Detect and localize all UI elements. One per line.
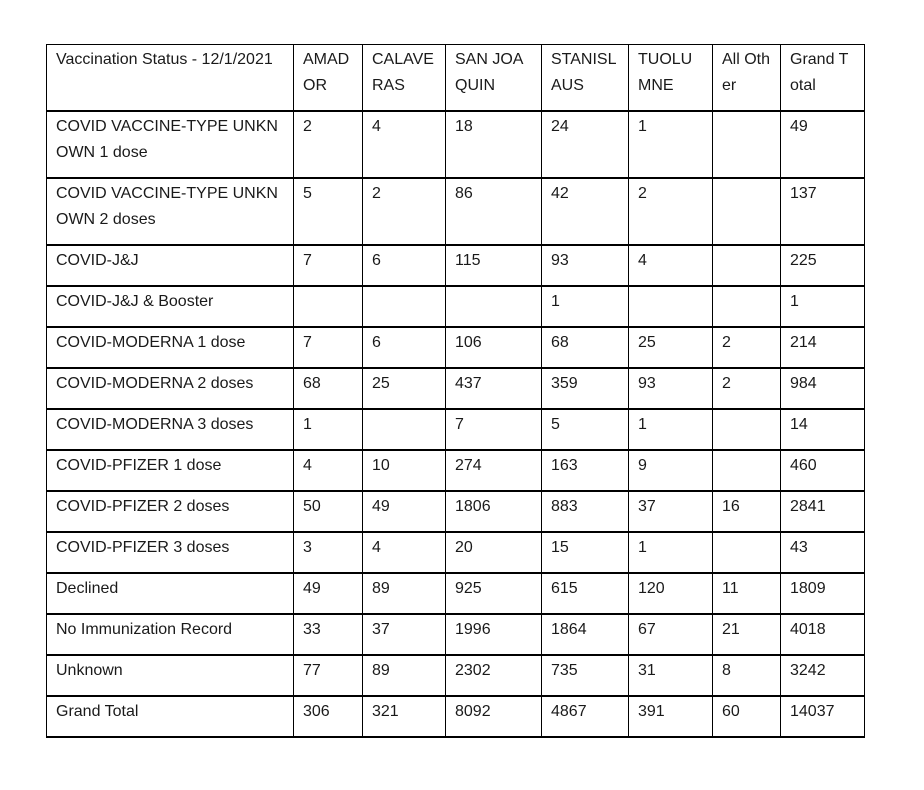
cell-tuolumne: 9: [629, 450, 713, 491]
cell-tuolumne: 31: [629, 655, 713, 696]
cell-amador: 306: [294, 696, 363, 737]
cell-stanislaus: 1: [542, 286, 629, 327]
cell-grand-total: 137: [781, 178, 865, 245]
table-row: [47, 286, 865, 327]
table-row: [47, 532, 865, 573]
cell-tuolumne: [629, 286, 713, 327]
cell-stanislaus: 93: [542, 245, 629, 286]
row-label: No Immunization Record: [47, 614, 294, 655]
cell-grand-total: 2841: [781, 491, 865, 532]
cell-san-joaquin: 86: [446, 178, 542, 245]
cell-amador: 7: [294, 327, 363, 368]
table-row: [47, 696, 865, 737]
cell-san-joaquin: 106: [446, 327, 542, 368]
cell-amador: 2: [294, 111, 363, 178]
cell-tuolumne: 4: [629, 245, 713, 286]
cell-stanislaus: 359: [542, 368, 629, 409]
header-grand-total: Grand Total: [781, 45, 865, 111]
cell-all-other: 2: [713, 327, 781, 368]
vaccination-status-table: [46, 44, 865, 738]
cell-amador: 49: [294, 573, 363, 614]
cell-all-other: [713, 178, 781, 245]
cell-amador: 7: [294, 245, 363, 286]
cell-all-other: [713, 409, 781, 450]
cell-all-other: [713, 532, 781, 573]
cell-stanislaus: 1864: [542, 614, 629, 655]
cell-tuolumne: 2: [629, 178, 713, 245]
header-county-stanislaus: STANISL AUS: [542, 45, 629, 111]
cell-san-joaquin: 274: [446, 450, 542, 491]
cell-san-joaquin: 2302: [446, 655, 542, 696]
row-label: Grand Total: [47, 696, 294, 737]
cell-calaveras: 321: [363, 696, 446, 737]
cell-stanislaus: 4867: [542, 696, 629, 737]
cell-all-other: 2: [713, 368, 781, 409]
cell-calaveras: 4: [363, 532, 446, 573]
cell-calaveras: 2: [363, 178, 446, 245]
cell-amador: [294, 286, 363, 327]
cell-san-joaquin: 115: [446, 245, 542, 286]
cell-all-other: 11: [713, 573, 781, 614]
cell-grand-total: 14037: [781, 696, 865, 737]
header-county-amador: AMAD OR: [294, 45, 363, 111]
cell-san-joaquin: 20: [446, 532, 542, 573]
row-label: COVID-J&J & Booster: [47, 286, 294, 327]
table-row: [47, 368, 865, 409]
header-all-other: All Other: [713, 45, 781, 111]
cell-san-joaquin: 18: [446, 111, 542, 178]
cell-all-other: [713, 245, 781, 286]
cell-san-joaquin: 1996: [446, 614, 542, 655]
cell-grand-total: 460: [781, 450, 865, 491]
cell-all-other: 60: [713, 696, 781, 737]
cell-calaveras: 49: [363, 491, 446, 532]
cell-grand-total: 4018: [781, 614, 865, 655]
cell-all-other: 21: [713, 614, 781, 655]
table-row: [47, 573, 865, 614]
cell-calaveras: 37: [363, 614, 446, 655]
cell-tuolumne: 67: [629, 614, 713, 655]
cell-tuolumne: 1: [629, 532, 713, 573]
cell-san-joaquin: 7: [446, 409, 542, 450]
cell-amador: 68: [294, 368, 363, 409]
cell-all-other: [713, 286, 781, 327]
cell-grand-total: 1809: [781, 573, 865, 614]
header-county-tuolumne: TUOLU MNE: [629, 45, 713, 111]
row-label: COVID-PFIZER 1 dose: [47, 450, 294, 491]
cell-tuolumne: 1: [629, 409, 713, 450]
row-label: COVID VACCINE-TYPE UNKNOWN 1 dose: [47, 111, 294, 178]
cell-calaveras: 89: [363, 655, 446, 696]
cell-stanislaus: 615: [542, 573, 629, 614]
row-label: Unknown: [47, 655, 294, 696]
table-row: [47, 450, 865, 491]
table-row: [47, 491, 865, 532]
table-row: [47, 245, 865, 286]
cell-tuolumne: 25: [629, 327, 713, 368]
cell-amador: 4: [294, 450, 363, 491]
cell-amador: 1: [294, 409, 363, 450]
cell-stanislaus: 24: [542, 111, 629, 178]
row-label: COVID-J&J: [47, 245, 294, 286]
cell-grand-total: 49: [781, 111, 865, 178]
cell-calaveras: 6: [363, 245, 446, 286]
cell-amador: 5: [294, 178, 363, 245]
cell-amador: 77: [294, 655, 363, 696]
cell-calaveras: 10: [363, 450, 446, 491]
cell-grand-total: 3242: [781, 655, 865, 696]
cell-amador: 50: [294, 491, 363, 532]
cell-calaveras: [363, 409, 446, 450]
cell-amador: 33: [294, 614, 363, 655]
cell-calaveras: 25: [363, 368, 446, 409]
cell-stanislaus: 42: [542, 178, 629, 245]
row-label: COVID-PFIZER 3 doses: [47, 532, 294, 573]
header-county-calaveras: CALAVE RAS: [363, 45, 446, 111]
cell-grand-total: 214: [781, 327, 865, 368]
cell-grand-total: 225: [781, 245, 865, 286]
cell-stanislaus: 883: [542, 491, 629, 532]
cell-calaveras: [363, 286, 446, 327]
cell-grand-total: 14: [781, 409, 865, 450]
row-label: COVID-MODERNA 1 dose: [47, 327, 294, 368]
cell-all-other: [713, 111, 781, 178]
row-label: COVID-PFIZER 2 doses: [47, 491, 294, 532]
cell-grand-total: 984: [781, 368, 865, 409]
row-label: Declined: [47, 573, 294, 614]
cell-grand-total: 43: [781, 532, 865, 573]
table-header-row: [47, 45, 865, 111]
header-vaccination-status: Vaccination Status - 12/1/2021: [47, 45, 294, 111]
cell-san-joaquin: 8092: [446, 696, 542, 737]
table-row: [47, 409, 865, 450]
cell-calaveras: 4: [363, 111, 446, 178]
cell-san-joaquin: 925: [446, 573, 542, 614]
table-body: [47, 111, 865, 737]
cell-san-joaquin: [446, 286, 542, 327]
table-row: [47, 111, 865, 178]
cell-stanislaus: 735: [542, 655, 629, 696]
header-county-san-joaquin: SAN JOAQUIN: [446, 45, 542, 111]
row-label: COVID-MODERNA 3 doses: [47, 409, 294, 450]
cell-san-joaquin: 437: [446, 368, 542, 409]
cell-stanislaus: 163: [542, 450, 629, 491]
table-row: [47, 178, 865, 245]
cell-calaveras: 6: [363, 327, 446, 368]
cell-tuolumne: 37: [629, 491, 713, 532]
table-row: [47, 655, 865, 696]
row-label: COVID-MODERNA 2 doses: [47, 368, 294, 409]
table-row: [47, 614, 865, 655]
cell-stanislaus: 15: [542, 532, 629, 573]
cell-all-other: 16: [713, 491, 781, 532]
cell-calaveras: 89: [363, 573, 446, 614]
cell-tuolumne: 93: [629, 368, 713, 409]
cell-grand-total: 1: [781, 286, 865, 327]
cell-amador: 3: [294, 532, 363, 573]
cell-tuolumne: 391: [629, 696, 713, 737]
cell-tuolumne: 1: [629, 111, 713, 178]
cell-tuolumne: 120: [629, 573, 713, 614]
cell-all-other: [713, 450, 781, 491]
row-label: COVID VACCINE-TYPE UNKNOWN 2 doses: [47, 178, 294, 245]
cell-stanislaus: 68: [542, 327, 629, 368]
cell-san-joaquin: 1806: [446, 491, 542, 532]
table-row: [47, 327, 865, 368]
cell-all-other: 8: [713, 655, 781, 696]
cell-stanislaus: 5: [542, 409, 629, 450]
